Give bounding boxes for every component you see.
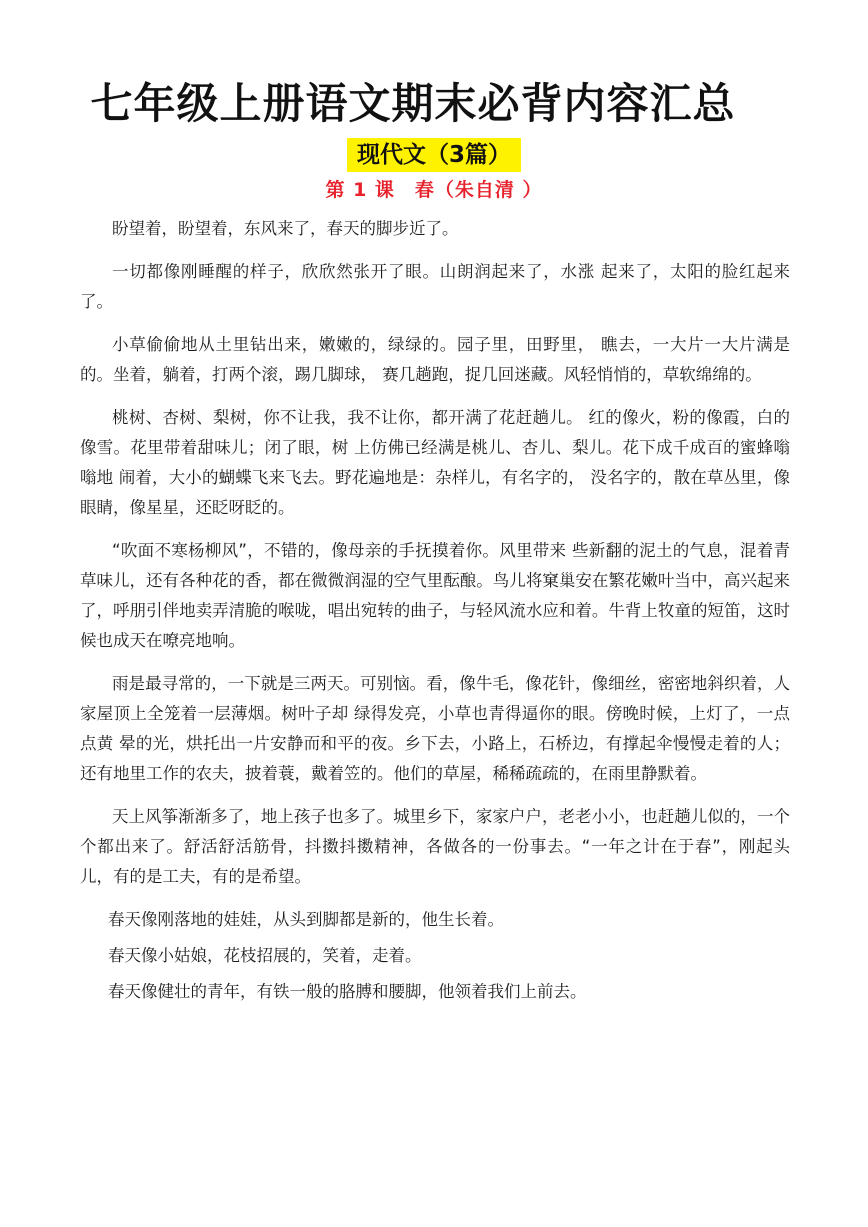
paragraph-2: 一切都像刚睡醒的样子，欣欣然张开了眼。山朗润起来了，水涨 起来了，太阳的脸红起来了。 xyxy=(80,262,790,311)
paragraph-3: 小草偷偷地从土里钻出来，嫩嫩的，绿绿的。园子里，田野里， 瞧去，一大片一大片满是的。坐着，躺着，打两个滚，踢几脚球， 赛几趟跑，捉几回迷藏。风轻悄悄的，草软绵绵的。 xyxy=(80,335,790,384)
paragraph-10: 春天像健壮的青年，有铁一般的胳膊和腰脚，他领着我们上前去。 xyxy=(108,982,587,1001)
essay-body xyxy=(80,214,790,1013)
paragraph-7: 天上风筝渐渐多了，地上孩子也多了。城里乡下，家家户户，老老小小，也赶趟儿似的，一个个都出来了。舒活舒活筋骨，抖擞抖擞精神，各做各的一份事去。“一年之计在于春”，刚起头儿，有的是工夫，有的是希望。 xyxy=(80,807,790,886)
lesson-heading: 第 1 课 春（朱自清 ） xyxy=(325,179,543,201)
paragraph-1: 盼望着，盼望着，东风来了，春天的脚步近了。 xyxy=(112,219,459,238)
section-heading xyxy=(0,138,868,172)
section-heading-label: 现代文（3篇） xyxy=(347,138,521,172)
paragraph-8: 春天像刚落地的娃娃，从头到脚都是新的，他生长着。 xyxy=(108,910,504,929)
paragraph-9: 春天像小姑娘，花枝招展的，笑着，走着。 xyxy=(108,946,422,965)
document-title: 七年级上册语文期末必背内容汇总 xyxy=(90,79,736,128)
paragraph-4: 桃树、杏树、梨树，你不让我，我不让你，都开满了花赶趟儿。 红的像火，粉的像霞，白的像雪。花里带着甜味儿；闭了眼，树 上仿佛已经满是桃儿、杏儿、梨儿。花下成千成百的蜜蜂嗡嗡地 闹着，大小的蝴蝶飞来飞去。野花遍地是：杂样儿，有名字的， 没名字的，散在草丛里，像眼睛，像星星，还眨呀眨的。 xyxy=(80,408,790,517)
paragraph-5: “吹面不寒杨柳风”，不错的，像母亲的手抚摸着你。风里带来 些新翻的泥土的气息，混着青草味儿，还有各种花的香，都在微微润湿的空气里酝酿。鸟儿将窠巢安在繁花嫩叶当中，高兴起来了，呼朋引伴地卖弄清脆的喉咙，唱出宛转的曲子，与轻风流水应和着。牛背上牧童的短笛，这时候也成天在嘹亮地响。 xyxy=(80,541,790,650)
paragraph-6: 雨是最寻常的，一下就是三两天。可别恼。看，像牛毛，像花针，像细丝，密密地斜织着，人家屋顶上全笼着一层薄烟。树叶子却 绿得发亮，小草也青得逼你的眼。傍晚时候，上灯了，一点点黄 晕的光，烘托出一片安静而和平的夜。乡下去，小路上，石桥边，有撑起伞慢慢走着的人；还有地里工作的农夫，披着蓑，戴着笠的。他们的草屋，稀稀疏疏的，在雨里静默着。 xyxy=(80,674,790,783)
